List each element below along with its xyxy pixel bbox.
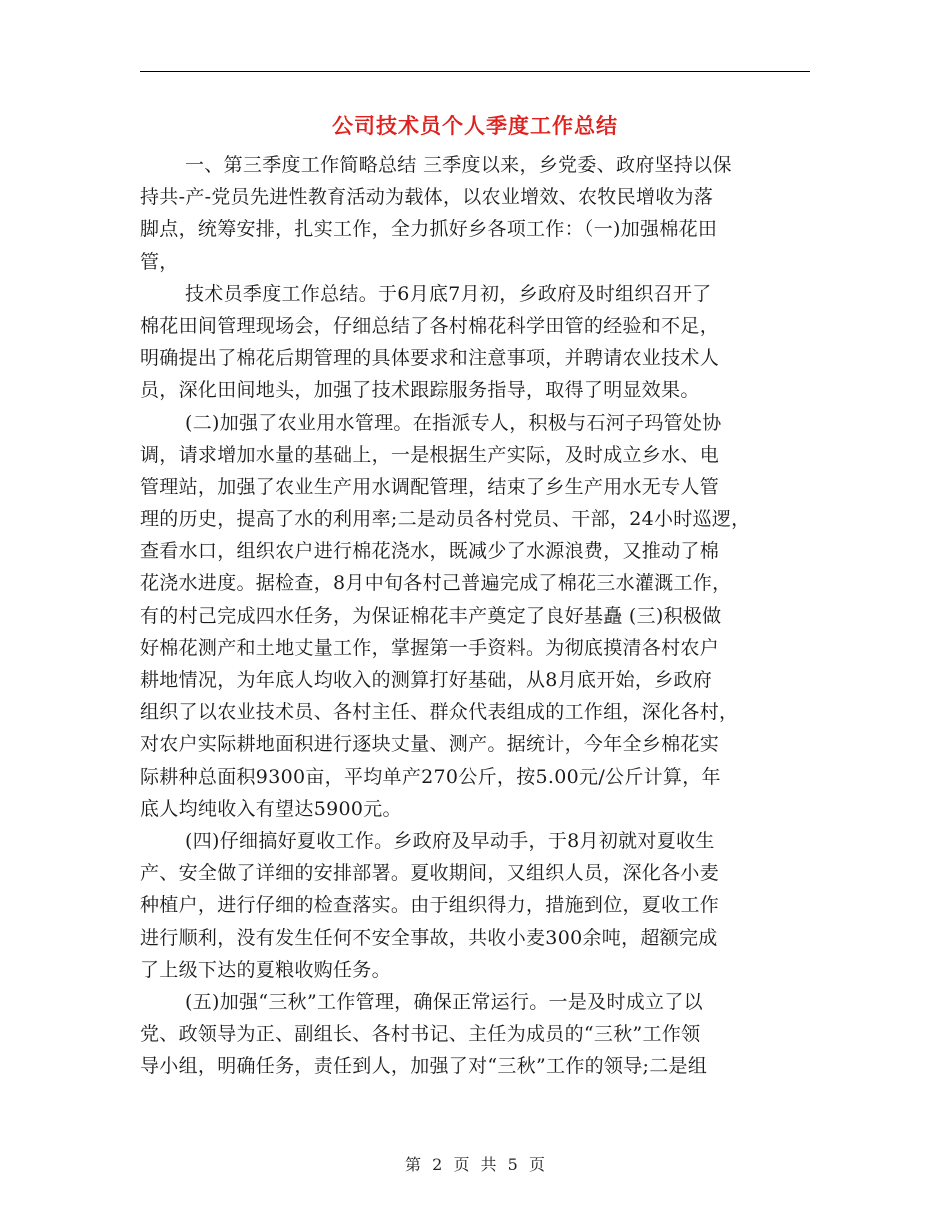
text-line: 产、安全做了详细的安排部署。夏收期间，又组织人员，深化各小麦 bbox=[140, 862, 720, 885]
text-line: 导小组，明确任务，责任到人，加强了对“三秋”工作的领导;二是组 bbox=[140, 1055, 708, 1078]
text-line: 持共-产-党员先进性教育活动为载体，以农业增效、农牧民增收为落 bbox=[140, 186, 714, 209]
text-line: 一、第三季度工作简略总结 三季度以来，乡党委、政府坚持以保 bbox=[185, 154, 732, 176]
text-line: 对农户实际耕地面积进行逐块丈量、测产。据统计，今年全乡棉花实 bbox=[140, 733, 720, 756]
text-line: 进行顺利，没有发生任何不安全事故，共收小麦300余吨，超额完成 bbox=[140, 926, 718, 949]
text-line: 查看水口，组织农户进行棉花浇水，既减少了水源浪费，又推动了棉 bbox=[140, 540, 720, 563]
text-line: (四)仔细搞好夏收工作。乡政府及早动手，于8月初就对夏收生 bbox=[185, 829, 715, 852]
text-line: (五)加强“三秋”工作管理，确保正常运行。一是及时成立了以 bbox=[185, 990, 703, 1013]
text-line: 了上级下达的夏粮收购任务。 bbox=[140, 958, 391, 981]
footer-total-prefix: 共 bbox=[480, 1155, 497, 1174]
text-line: 种植户，进行仔细的检查落实。由于组织得力，措施到位，夏收工作 bbox=[140, 894, 720, 917]
text-line: 党、政领导为正、副组长、各村书记、主任为成员的“三秋”工作领 bbox=[140, 1023, 701, 1046]
paragraph bbox=[140, 149, 810, 278]
footer-page-unit: 页 bbox=[453, 1155, 470, 1174]
document-body bbox=[140, 149, 810, 1082]
text-line: 耕地情况，为年底人均收入的测算打好基础，从8月底开始，乡政府 bbox=[140, 669, 713, 691]
footer-total-unit: 页 bbox=[528, 1155, 545, 1174]
paragraph bbox=[140, 825, 810, 986]
text-line: 有的村己完成四水任务，为保证棉花丰产奠定了良好基矗 (三)积极做 bbox=[140, 604, 722, 627]
text-line: 调，请求增加水量的基础上，一是根据生产实际，及时成立乡水、电 bbox=[140, 443, 720, 466]
paragraph bbox=[140, 278, 810, 407]
text-line: 花浇水进度。据检查，8月中旬各村己普遍完成了棉花三水灌溉工作， bbox=[140, 572, 732, 595]
document-title: 公司技术员个人季度工作总结 bbox=[332, 113, 618, 138]
text-line: (二)加强了农业用水管理。在指派专人，积极与石河子玛管处协 bbox=[185, 411, 722, 434]
text-line: 组织了以农业技术员、各村主任、群众代表组成的工作组，深化各村， bbox=[140, 701, 739, 724]
header-rule bbox=[140, 71, 810, 72]
paragraph bbox=[140, 407, 810, 825]
text-line: 脚点，统筹安排，扎实工作，全力抓好乡各项工作：（一)加强棉花田 bbox=[140, 218, 718, 241]
text-line: 底人均纯收入有望达5900元。 bbox=[140, 797, 402, 820]
footer-page-prefix: 第 bbox=[405, 1155, 422, 1174]
text-line: 明确提出了棉花后期管理的具体要求和注意事项，并聘请农业技术人 bbox=[140, 347, 720, 370]
text-line: 际耕种总面积9300亩，平均单产270公斤，按5.00元/公斤计算，年 bbox=[140, 765, 721, 788]
paragraph bbox=[140, 986, 810, 1083]
footer-page-number: 2 bbox=[432, 1155, 443, 1174]
text-line: 管， bbox=[140, 250, 179, 273]
footer-total-pages: 5 bbox=[507, 1155, 518, 1174]
text-line: 员，深化田间地头，加强了技术跟踪服务指导，取得了明显效果。 bbox=[140, 379, 700, 402]
text-line: 管理站，加强了农业生产用水调配管理，结束了乡生产用水无专人管 bbox=[140, 475, 720, 498]
page-footer bbox=[0, 1153, 950, 1177]
text-line: 棉花田间管理现场会，仔细总结了各村棉花科学田管的经验和不足， bbox=[140, 314, 720, 337]
text-line: 理的历史，提高了水的利用率;二是动员各村党员、干部，24小时巡逻， bbox=[140, 508, 751, 531]
text-line: 技术员季度工作总结。于6月底7月初，乡政府及时组织召开了 bbox=[185, 282, 712, 305]
text-line: 好棉花测产和土地丈量工作，掌握第一手资料。为彻底摸清各村农户 bbox=[140, 636, 720, 659]
